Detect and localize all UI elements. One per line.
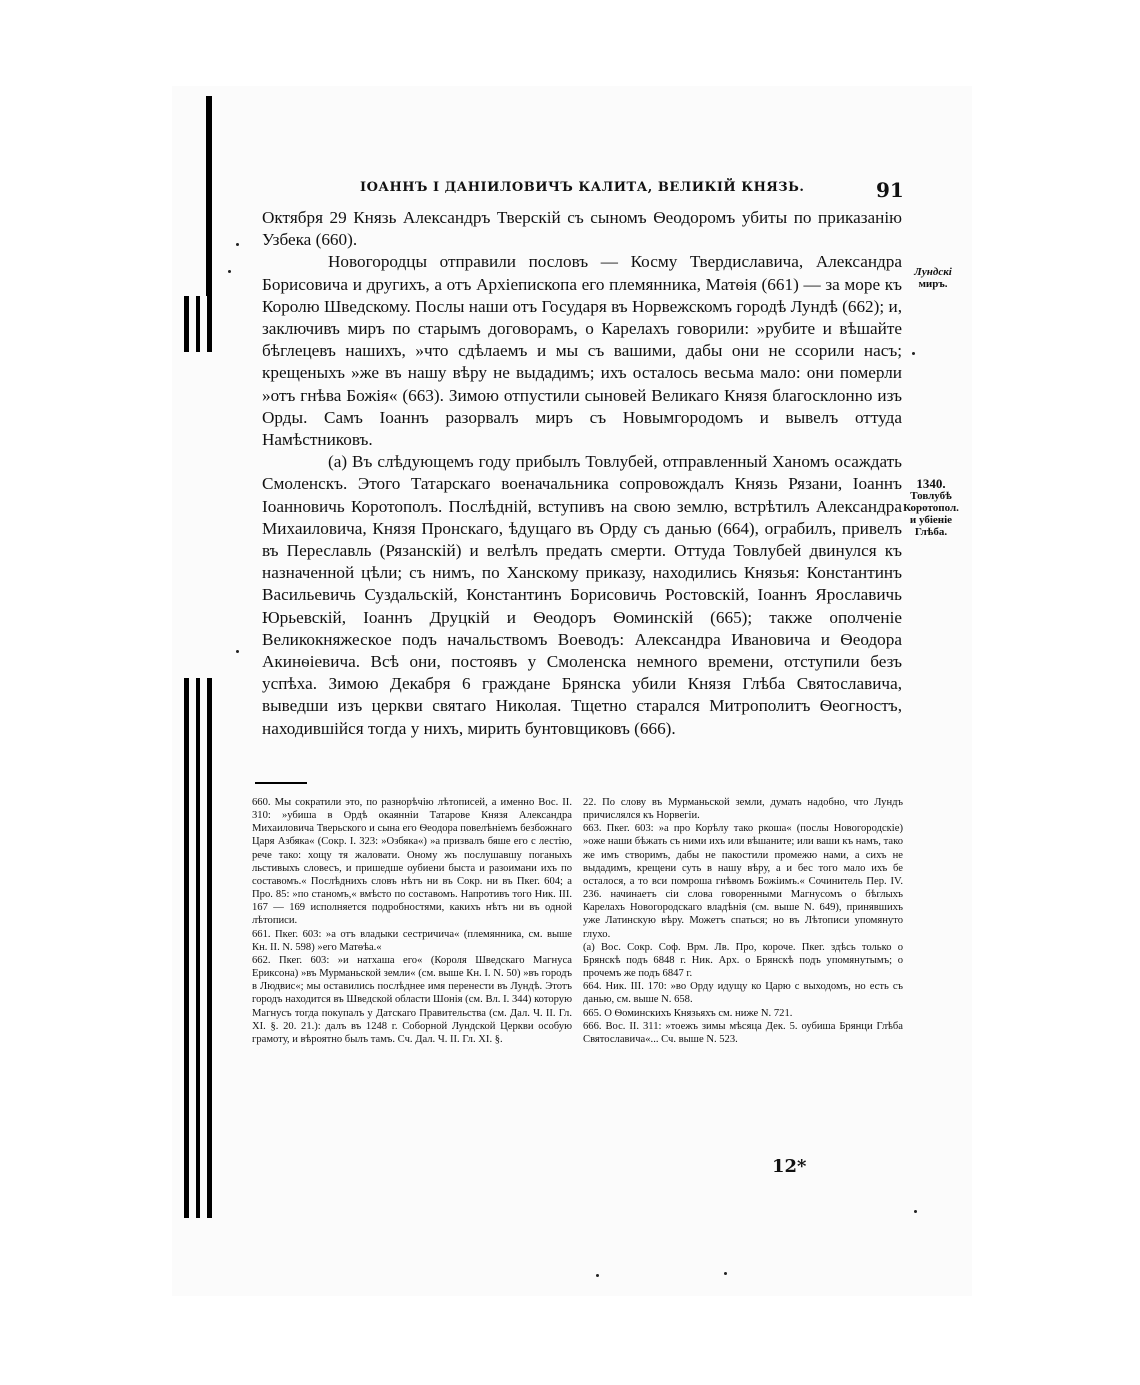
margin-note-line: и убіеніе (909, 514, 953, 526)
margin-note-tovlubey (896, 478, 966, 538)
margin-note-line: Товлубѣ (910, 490, 952, 502)
footnote: 664. Ник. III. 170: »во Орду идущу ко Царю с выходомъ, но есть съ данью, см. выше N. 658. (583, 981, 903, 1006)
binding-mark-low2 (196, 678, 200, 1218)
footnote: 662. Пкег. 603: »и натхаша его« (Короля Шведскаго Магнуса Ериксона) »въ Мурманьской земли« (см. выше Кн. I. N. 50) »въ городъ в Людвиc«; мы оставились послѣднее имя перенести въ Лундѣ. Этотъ городъ находится въ Шведской области Шонія (см. Вл. І. 344) которую Магнусъ тогда покупалъ у Датскаго Правительства (см. Дал. Ч. II. Гл. XI. §. 20. 21.): далъ въ 1248 г. Соборной Лундской Церкви особую грамоту, и вѣроятно былъ тамъ. Сч. Дал. Ч. II. Гл. XI. §. (252, 954, 572, 1045)
binding-mark-mid2 (196, 296, 200, 352)
footnote: (а) Вос. Сокр. Соф. Врм. Лв. Про, короче. Пкег. здѣсь только о Брянскѣ подъ 6848 г. Ник. Арх. о Брянскѣ подъ упомянутымъ; о прочемъ же подъ 6847 г. (583, 941, 903, 980)
scan-speck (236, 650, 239, 653)
footnote: 663. Пкег. 603: »а про Корѣлу тако ркоша« (послы Новогородскіе) »оже наши бѣжать съ ними ихъ или вѣшаните; или ваши къ намъ, тако же имъ створимъ, дабы не пакостили промежю нами, а сихъ не выдадимъ, крещени суть в нашу вѣру, а и бес того мало ихъ бе осталося, а то вси помроша гнѣвомъ Божіимъ.« Сочинитель Пер. IV. 236. начинаетъ сіи слова говоренными Магнусомъ о бѣглыхъ Карелахъ Новогородскаго владѣнія (см. выше N. 649), принявшихъ уже Латинскую вѣру. Можетъ спаться; но въ Лѣтописи упомянуто глухо. (583, 823, 903, 940)
binding-mark-low1 (184, 678, 189, 1218)
margin-note-lund (902, 266, 964, 290)
binding-mark-mid1 (184, 296, 189, 352)
footnote: 660. Мы сократили это, по разнорѣчію лѣтописей, а именно Вос. II. 310: »убиша в Ордѣ окаянніи Татарове Князя Александра Михаиловича Тверьского и сына его Ѳеодора повелѣніемъ безбожнаго Царя Азбяка« (Сокр. І. 323: »Озбяка«) »а призвалъ бяше его с лестію, рече тако: хощу тя жаловати. Оному жъ послушавшу поганыхъ льстивыхъ словесъ, и пришедше оубиени быста и разоимани ихъ по составомъ.« Послѣднихъ словъ нѣтъ ни въ Сокр. ни въ Пкег. 604; а Про. 85: »по станомъ,« вмѣсто по составомъ. Напротивъ того Ник. III. 167 — 169 исполняется подробностями, какихъ нѣтъ ни въ одной лѣтописи. (252, 797, 572, 927)
margin-note-line: Глѣба. (914, 526, 948, 538)
page-number: 91 (876, 178, 904, 202)
footnotes-left-column (252, 796, 572, 1046)
paragraph: Октября 29 Князь Александръ Тверскій съ сыномъ Ѳеодоромъ убиты по приказанію Узбека (660). (262, 208, 902, 250)
scan-speck (724, 1272, 727, 1275)
paragraph: Новогородцы отправили пословъ — Косму Твердиславича, Александра Борисовича и другихъ, а отъ Архіепископа его племянника, Матѳія (661) — за море къ Королю Шведскому. Послы наши отъ Государя въ Норвежскомъ городѣ Лундѣ (662); и, заключивъ миръ по старымъ договорамъ, о Карелахъ говорили: »рубите и вѣшайте бѣглецевъ нашихъ, »что сдѣлаемъ и мы съ вашими, дабы они не ссорили насъ; крещеныхъ »же въ нашу вѣру не выдадимъ; ихъ осталось весьма мало: они померли »отъ гнѣва Божія« (663). Зимою отпустили сыновей Великаго Князя благосклонно изъ Орды. Самъ Іоаннъ разорвалъ миръ съ Новымгородомъ и вывелъ оттуда Намѣстниковъ. (262, 252, 902, 450)
scan-speck (914, 1210, 917, 1213)
binding-mark-top (206, 96, 212, 296)
scan-speck (596, 1274, 599, 1277)
signature-mark: 12* (772, 1156, 807, 1177)
scan-speck (912, 352, 915, 355)
footnote: 661. Пкег. 603: »а отъ владыки сестричича« (племянника, см. выше Кн. II. N. 598) »его Матѳѣа.« (252, 928, 572, 953)
scan-speck (236, 243, 239, 246)
binding-mark-mid3 (207, 296, 212, 352)
footnote: 22. По слову въ Мурманьской земли, думать надобно, что Лундъ причислялся къ Норвегіи. (583, 797, 903, 822)
main-text (262, 207, 902, 740)
margin-note-line: Коротопол. (903, 502, 959, 514)
footnotes-right-column (583, 796, 903, 1046)
paragraph: (а) Въ слѣдующемъ году прибылъ Товлубей, отправленный Ханомъ осаждать Смоленскъ. Этого Татарскаго военачальника сопровождалъ Князь Рязани, Іоаннъ Іоанновичь Коротополъ. Послѣдній, вступивъ на свою землю, встрѣтилъ Александра Михаиловича, Князя Пронскаго, ѣдущаго въ Орду съ данью (664), ограбилъ, привелъ въ Переславль (Рязанскій) и велѣлъ предать смерти. Оттуда Товлубей двинулся къ назначенной цѣли; съ нимъ, по Ханскому приказу, находились Князья: Константинъ Васильевичь Суздальскій, Константинъ Борисовичь Ростовскій, Іоаннъ Ярославичь Юрьевскій, Іоаннъ Друцкій и Ѳеодоръ Ѳоминскій (665); также ополченіе Великокняжеское подъ начальствомъ Воеводъ: Александра Ивановича и Ѳеодора Акинѳіевича. Всѣ они, постоявъ у Смоленска немного времени, отступили безъ успѣха. Зимою Декабря 6 граждане Брянска убили Князя Глѣба Святославича, выведши изъ церкви святаго Николая. Тщетно старался Митрополитъ Ѳеогностъ, находившійся тогда у нихъ, мирить бунтовщиковъ (666). (262, 452, 902, 738)
running-header: ІОАННЪ І ДАНІИЛОВИЧЪ КАЛИТА, ВЕЛИКІЙ КНЯЗЬ. (360, 180, 805, 195)
scan-speck (228, 270, 231, 273)
binding-mark-low3 (207, 678, 212, 1218)
margin-note-line: миръ. (918, 278, 948, 290)
margin-note-line: Лундскі (914, 266, 952, 278)
footnote-separator (255, 782, 307, 784)
margin-note-year: 1340. (916, 476, 946, 491)
footnote: 665. О Ѳоминскихъ Князьяхъ см. ниже N. 721. (583, 1007, 793, 1019)
footnote: 666. Вос. II. 311: »тоежъ зимы мѣсяца Дек. 5. оубиша Брянци Глѣба Святославича«... Сч. выше N. 523. (583, 1020, 903, 1045)
